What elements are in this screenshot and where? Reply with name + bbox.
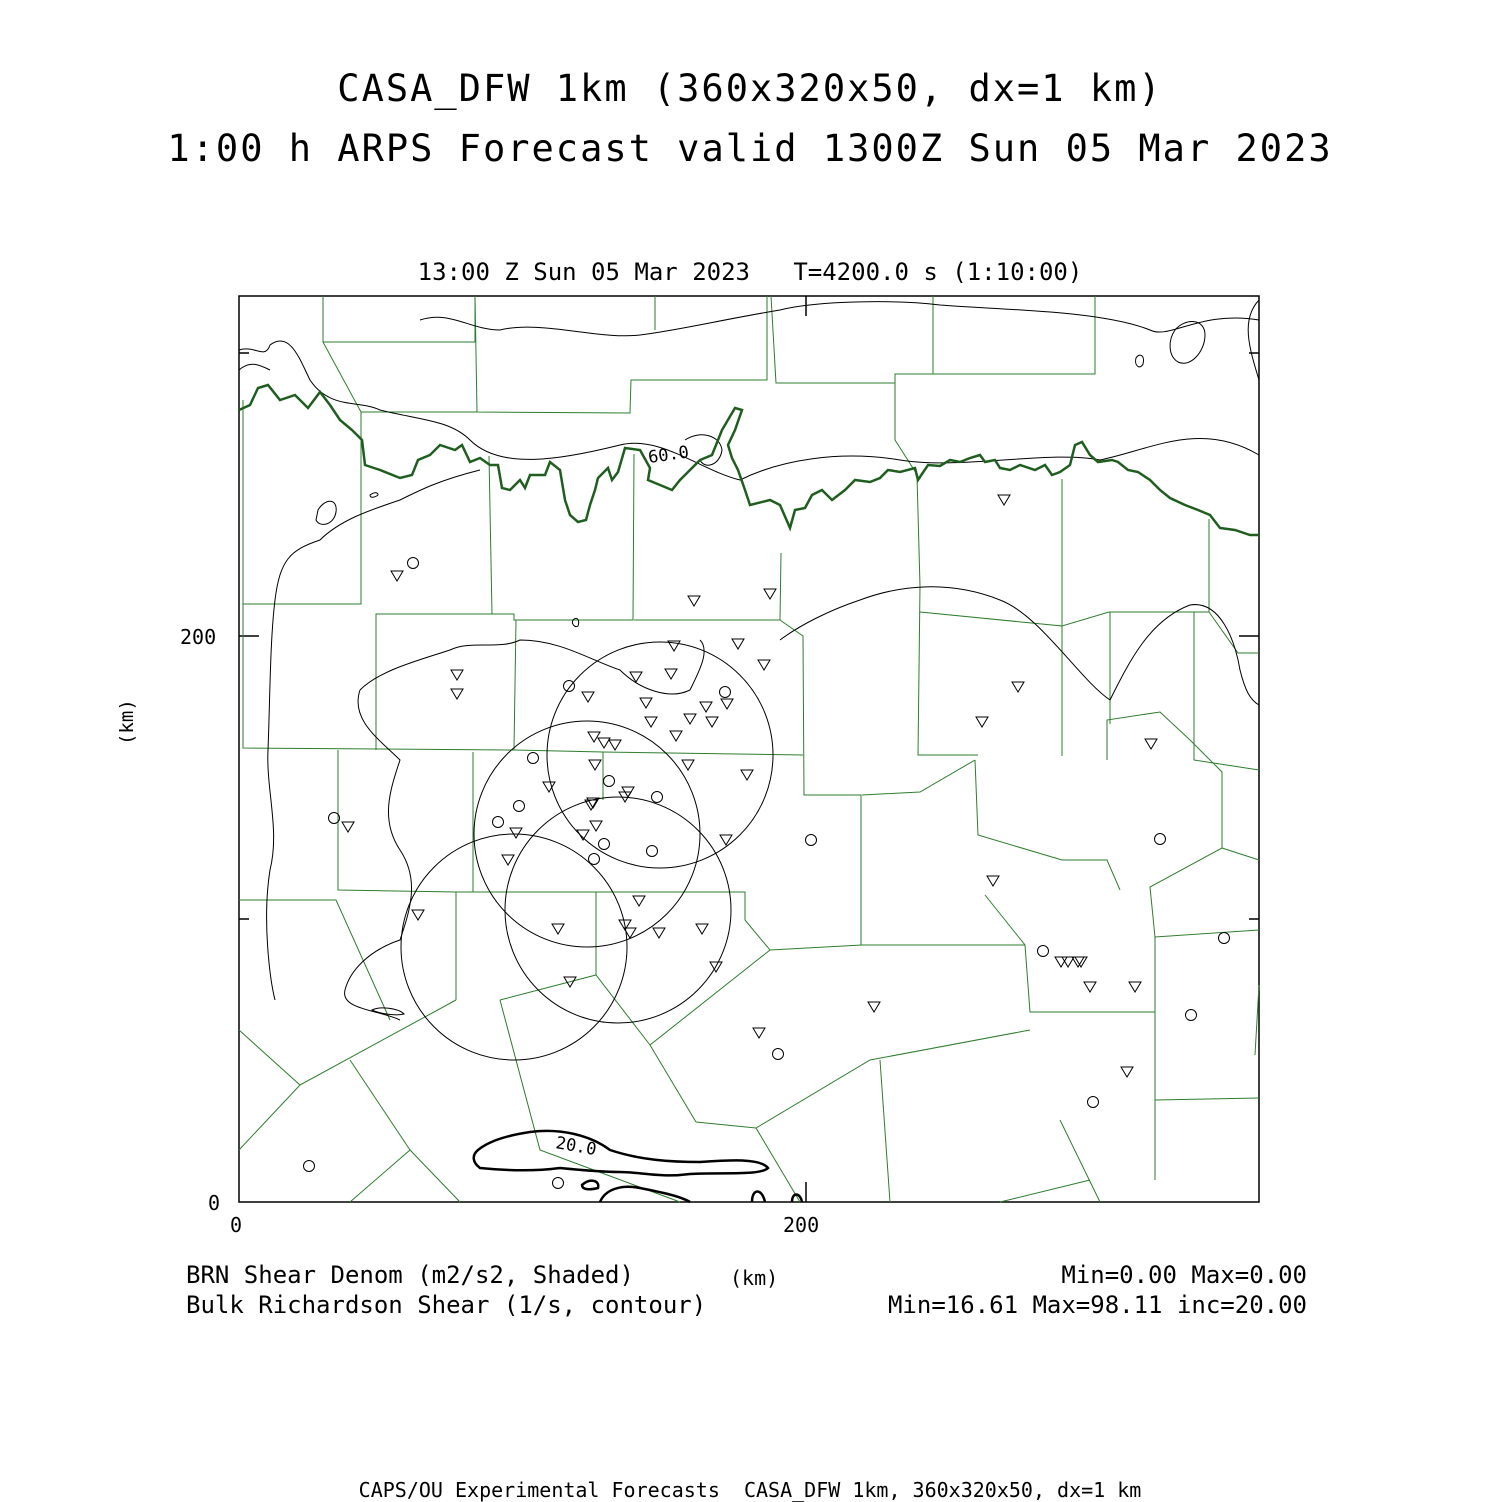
legend-contour-field: Bulk Richardson Shear (1/s, contour) [186, 1291, 707, 1319]
station-triangle-marker [510, 828, 522, 838]
station-triangle-marker [552, 924, 564, 934]
station-triangle-marker [412, 910, 424, 920]
shear-contours [239, 300, 1259, 1020]
station-circle-marker [604, 776, 615, 787]
y-axis-label: (km) [116, 699, 138, 745]
y-tick-label-0: 0 [208, 1191, 221, 1215]
station-circle-marker [553, 1178, 564, 1189]
station-triangle-marker [732, 639, 744, 649]
station-circle-marker [493, 817, 504, 828]
station-triangle-marker [987, 876, 999, 886]
county-boundaries [239, 296, 1259, 1202]
x-axis-label: (km) [730, 1266, 779, 1290]
station-triangle-marker [590, 821, 602, 831]
station-triangle-marker [1129, 982, 1141, 992]
station-triangle-marker [451, 670, 463, 680]
station-triangle-marker [684, 714, 696, 724]
legend-shaded-stats: Min=0.00 Max=0.00 [1061, 1261, 1307, 1289]
station-circle-marker [647, 846, 658, 857]
station-triangle-marker [741, 770, 753, 780]
station-triangle-marker [633, 896, 645, 906]
station-triangle-marker [670, 731, 682, 741]
station-triangle-marker [764, 589, 776, 599]
station-circle-marker [599, 839, 610, 850]
station-triangle-marker [706, 717, 718, 727]
x-tick-label-200: 200 [783, 1213, 820, 1237]
station-circle-marker [1186, 1010, 1197, 1021]
contour-20-fragment [792, 1195, 802, 1203]
contour-label-20: 20.0 [554, 1133, 598, 1161]
station-triangle-marker [451, 689, 463, 699]
station-triangle-marker [577, 830, 589, 840]
station-circle-marker [528, 753, 539, 764]
station-triangle-marker [998, 495, 1010, 505]
station-triangle-marker [700, 702, 712, 712]
station-triangle-marker [640, 698, 652, 708]
station-triangle-marker [976, 717, 988, 727]
station-triangle-marker [753, 1028, 765, 1038]
contour-20-fragment [752, 1192, 765, 1203]
x-tick-label-0: 0 [230, 1213, 243, 1237]
station-triangle-marker [589, 760, 601, 770]
valid-time-subtitle: 13:00 Z Sun 05 Mar 2023 T=4200.0 s (1:10:00) [417, 258, 1083, 286]
station-triangle-marker [391, 571, 403, 581]
station-triangle-marker [665, 669, 677, 679]
station-circle-marker [589, 854, 600, 865]
station-triangle-marker [721, 699, 733, 709]
legend-shaded-field: BRN Shear Denom (m2/s2, Shaded) [186, 1261, 634, 1289]
station-triangle-marker [645, 717, 657, 727]
station-triangle-marker [758, 660, 770, 670]
station-triangle-marker [1145, 739, 1157, 749]
station-triangle-marker [1084, 982, 1096, 992]
map-title-line2: 1:00 h ARPS Forecast valid 1300Z Sun 05 Mar 2023 [167, 127, 1333, 170]
contour-20-fragment [582, 1181, 598, 1190]
station-triangle-marker [1121, 1067, 1133, 1077]
station-markers [304, 495, 1230, 1189]
y-tick-label-200: 200 [180, 625, 217, 649]
station-circle-marker [1219, 933, 1230, 944]
radar-range-rings [401, 642, 773, 1060]
station-triangle-marker [502, 855, 514, 865]
station-circle-marker [652, 792, 663, 803]
contour-20-fragment [600, 1187, 690, 1202]
station-circle-marker [1088, 1097, 1099, 1108]
station-triangle-marker [682, 760, 694, 770]
station-circle-marker [806, 835, 817, 846]
radar-ring [547, 642, 773, 868]
contour-20 [474, 1131, 768, 1175]
station-circle-marker [564, 681, 575, 692]
station-triangle-marker [588, 732, 600, 742]
legend-contour-stats: Min=16.61 Max=98.11 inc=20.00 [887, 1291, 1307, 1319]
station-triangle-marker [688, 596, 700, 606]
station-circle-marker [773, 1049, 784, 1060]
station-triangle-marker [609, 740, 621, 750]
station-triangle-marker [342, 822, 354, 832]
contour-label-60: 60.0 [646, 442, 691, 468]
station-circle-marker [1155, 834, 1166, 845]
station-triangle-marker [582, 692, 594, 702]
station-circle-marker [408, 558, 419, 569]
station-circle-marker [304, 1161, 315, 1172]
contour-60 [239, 385, 1259, 535]
station-triangle-marker [868, 1002, 880, 1012]
station-circle-marker [720, 687, 731, 698]
station-triangle-marker [1012, 682, 1024, 692]
radar-ring [505, 797, 731, 1023]
map-title-line1: CASA_DFW 1km (360x320x50, dx=1 km) [337, 67, 1163, 110]
station-triangle-marker [696, 924, 708, 934]
station-triangle-marker [653, 928, 665, 938]
station-circle-marker [514, 801, 525, 812]
station-circle-marker [1038, 946, 1049, 957]
footer-credit: CAPS/OU Experimental Forecasts CASA_DFW 1km, 360x320x50, dx=1 km [358, 1478, 1142, 1502]
